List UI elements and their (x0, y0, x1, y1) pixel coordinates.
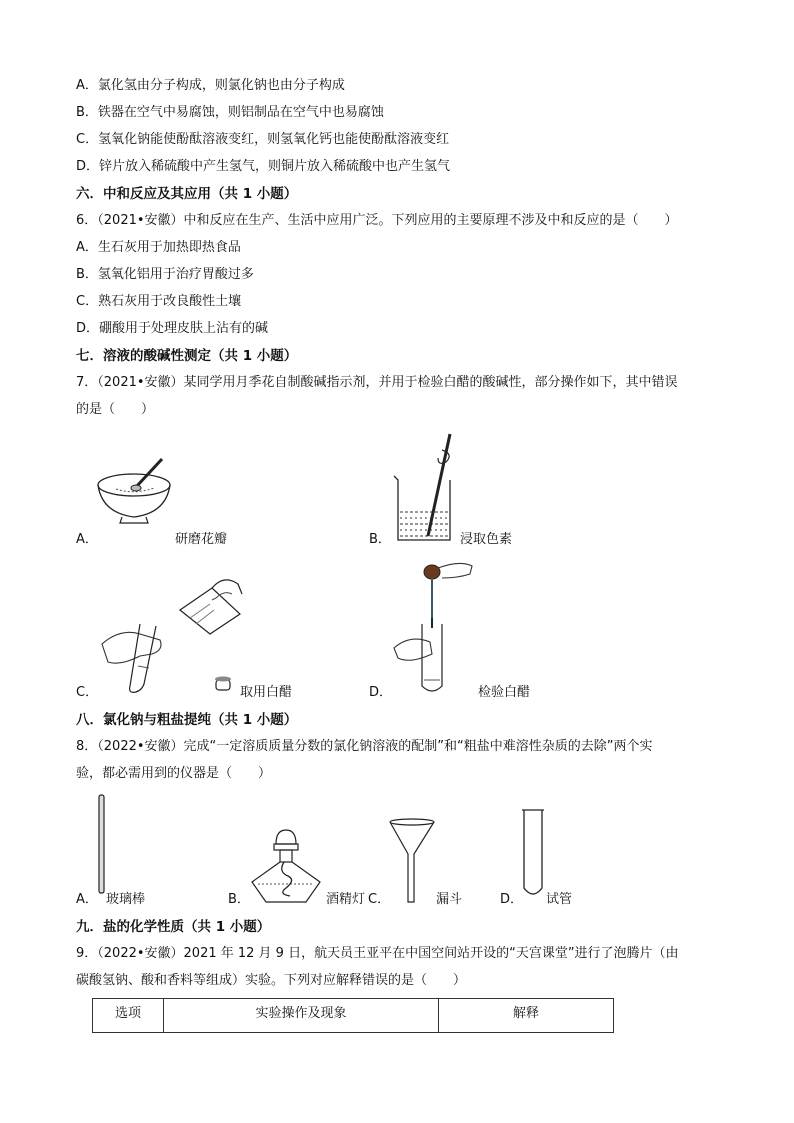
q7-option-b-letter: B． (369, 532, 391, 547)
q7-option-c-label: 取用白醋 (240, 685, 293, 700)
alcohol-lamp-figure (248, 826, 324, 906)
table-header-explanation: 解释 (439, 999, 614, 1033)
glass-rod-figure (96, 795, 108, 895)
q8-option-c-letter: C． (368, 892, 391, 907)
q9-answer-table (92, 998, 614, 1033)
q7-option-d-letter: D． (369, 685, 393, 700)
q7-option-a-label: 研磨花瓣 (175, 532, 228, 547)
q7-option-b-label: 浸取色素 (460, 532, 513, 547)
q6-option-d: D．硼酸用于处理皮肤上沾有的碱 (76, 321, 269, 336)
q5-option-a: A．氯化氢由分子构成，则氯化钠也由分子构成 (76, 78, 345, 93)
question-8-line1: 8．（2022•安徽）完成“一定溶质质量分数的氯化钠溶液的配制”和“粗盐中难溶性杂质的去除”两个实 (76, 739, 653, 754)
section-6-title: 六．中和反应及其应用（共 1 小题） (76, 186, 298, 202)
q8-option-d-letter: D． (500, 892, 524, 907)
question-8-line2: 验，都必需用到的仪器是（ ） (76, 766, 272, 781)
table-header-option: 选项 (93, 999, 164, 1033)
q7-option-a-letter: A． (76, 532, 98, 547)
q8-option-c-label: 漏斗 (436, 892, 463, 907)
q5-option-d: D．锌片放入稀硫酸中产生氢气，则铜片放入稀硫酸中也产生氢气 (76, 159, 451, 174)
q5-option-b: B．铁器在空气中易腐蚀，则铝制品在空气中也易腐蚀 (76, 105, 384, 120)
funnel-figure (388, 818, 438, 904)
beaker-glass-rod-figure (390, 432, 460, 542)
question-6: 6．（2021•安徽）中和反应在生产、生活中应用广泛。下列应用的主要原理不涉及中和反应的是（ ） (76, 213, 678, 228)
q5-option-c: C．氢氧化钠能使酚酞溶液变红，则氢氧化钙也能使酚酞溶液变红 (76, 132, 450, 147)
mortar-pestle-figure (96, 455, 176, 525)
q8-option-a-label: 玻璃棒 (106, 892, 146, 907)
dropper-test-tube-figure (390, 558, 480, 698)
question-7-line2: 的是（ ） (76, 402, 155, 417)
test-tube-figure (520, 808, 548, 900)
table-header-row (93, 999, 614, 1033)
section-9-title: 九．盐的化学性质（共 1 小题） (76, 919, 271, 935)
q6-option-c: C．熟石灰用于改良酸性土壤 (76, 294, 242, 309)
q8-option-b-label: 酒精灯 (326, 892, 366, 907)
q7-option-d-label: 检验白醋 (478, 685, 531, 700)
q8-option-b-letter: B． (228, 892, 250, 907)
q6-option-b: B．氢氧化铝用于治疗胃酸过多 (76, 267, 254, 282)
pouring-vinegar-figure (100, 570, 240, 695)
section-8-title: 八．氯化钠与粗盐提纯（共 1 小题） (76, 712, 298, 728)
q6-option-a: A．生石灰用于加热即热食品 (76, 240, 241, 255)
question-9-line2: 碳酸氢钠、酸和香料等组成）实验。下列对应解释错误的是（ ） (76, 973, 467, 988)
q8-option-a-letter: A． (76, 892, 98, 907)
section-7-title: 七．溶液的酸碱性测定（共 1 小题） (76, 348, 298, 364)
question-7-line1: 7．（2021•安徽）某同学用月季花自制酸碱指示剂，并用于检验白醋的酸碱性，部分操作如下，其中错误 (76, 375, 678, 390)
q8-option-d-label: 试管 (546, 892, 573, 907)
table-header-operation: 实验操作及现象 (164, 999, 439, 1033)
q7-option-c-letter: C． (76, 685, 99, 700)
question-9-line1: 9．（2022•安徽）2021 年 12 月 9 日，航天员王亚平在中国空间站开设的“天宫课堂”进行了泡腾片（由 (76, 946, 679, 961)
